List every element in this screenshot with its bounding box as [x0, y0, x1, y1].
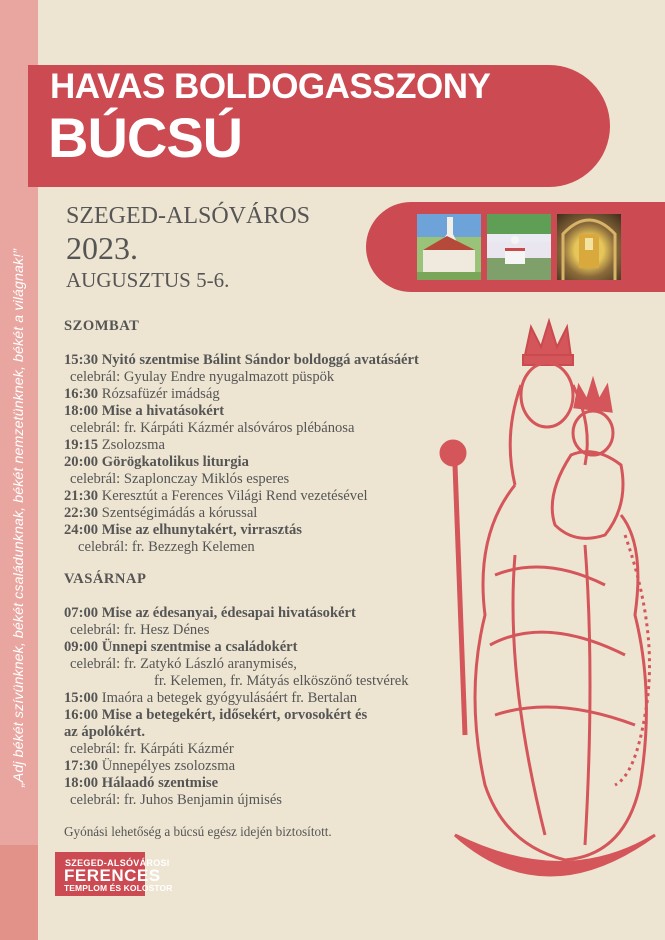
church-interior-altar-photo	[557, 214, 621, 280]
quote-text: „Adj békét szívünknek, békét családunknak, békét nemzetünknek, békét a világnak!”	[11, 248, 27, 788]
list-item: 07:00 Mise az édesanyai, édesapai hivatásokért	[64, 605, 356, 621]
sunday-heading: VASÁRNAP	[64, 571, 147, 587]
list-item: celebrál: fr. Hesz Dénes	[70, 622, 210, 638]
list-item: celebrál: fr. Zatykó László aranymisés,	[70, 656, 297, 672]
confession-note: Gyónási lehetőség a búcsú egész idején biztosított.	[64, 824, 332, 839]
event-date: AUGUSZTUS 5-6.	[66, 268, 230, 292]
madonna-and-child-statue-illustration	[425, 315, 665, 905]
list-item: 18:00 Hálaadó szentmise	[64, 775, 219, 791]
list-item: celebrál: fr. Bezzegh Kelemen	[78, 539, 255, 555]
list-item: 19:15 Zsolozsma	[64, 437, 165, 453]
list-item: celebrál: Gyulay Endre nyugalmazott püspök	[70, 369, 335, 385]
left-band-lower	[0, 845, 38, 940]
list-item: celebrál: fr. Kárpáti Kázmér alsóváros plébánosa	[70, 420, 355, 436]
logo-line2: FERENCES	[64, 866, 161, 885]
list-item: fr. Kelemen, fr. Mátyás elköszönő testvérek	[154, 673, 409, 689]
list-item: 20:00 Görögkatolikus liturgia	[64, 454, 249, 470]
logo-line3: TEMPLOM ÉS KOLOSTOR	[64, 883, 173, 893]
list-item: 18:00 Mise a hivatásokért	[64, 403, 225, 419]
list-item: 16:00 Mise a betegekért, idősekért, orvosokért és	[64, 707, 368, 723]
list-item: 22:30 Szentségimádás a kórussal	[64, 505, 258, 521]
event-place: SZEGED-ALSÓVÁROS	[66, 203, 311, 229]
list-item: 15:00 Imaóra a betegek gyógyulásáért fr. Bertalan	[64, 690, 357, 706]
open-air-mass-photo	[487, 214, 551, 280]
list-item: 24:00 Mise az elhunytakért, virrasztás	[64, 522, 302, 538]
vertical-quote	[1, 198, 37, 838]
logo-line1: SZEGED-ALSÓVÁROSI	[65, 858, 170, 868]
list-item: 16:30 Rózsafüzér imádság	[64, 386, 220, 402]
saturday-heading: SZOMBAT	[64, 318, 140, 334]
event-year: 2023.	[66, 230, 138, 266]
list-item: celebrál: Szaplonczay Miklós esperes	[70, 471, 290, 487]
church-exterior-photo	[417, 214, 481, 280]
title-line2: BÚCSÚ	[48, 106, 243, 169]
title-line1: HAVAS BOLDOGASSZONY	[50, 67, 491, 106]
list-item: az ápolókért.	[64, 724, 146, 740]
list-item: celebrál: fr. Juhos Benjamin újmisés	[70, 792, 282, 808]
list-item: 09:00 Ünnepi szentmise a családokért	[64, 639, 298, 655]
list-item: 21:30 Keresztút a Ferences Világi Rend vezetésével	[64, 488, 368, 504]
list-item: 15:30 Nyitó szentmise Bálint Sándor boldoggá avatásáért	[64, 352, 419, 368]
list-item: celebrál: fr. Kárpáti Kázmér	[70, 741, 234, 757]
list-item: 17:30 Ünnepélyes zsolozsma	[64, 758, 236, 774]
